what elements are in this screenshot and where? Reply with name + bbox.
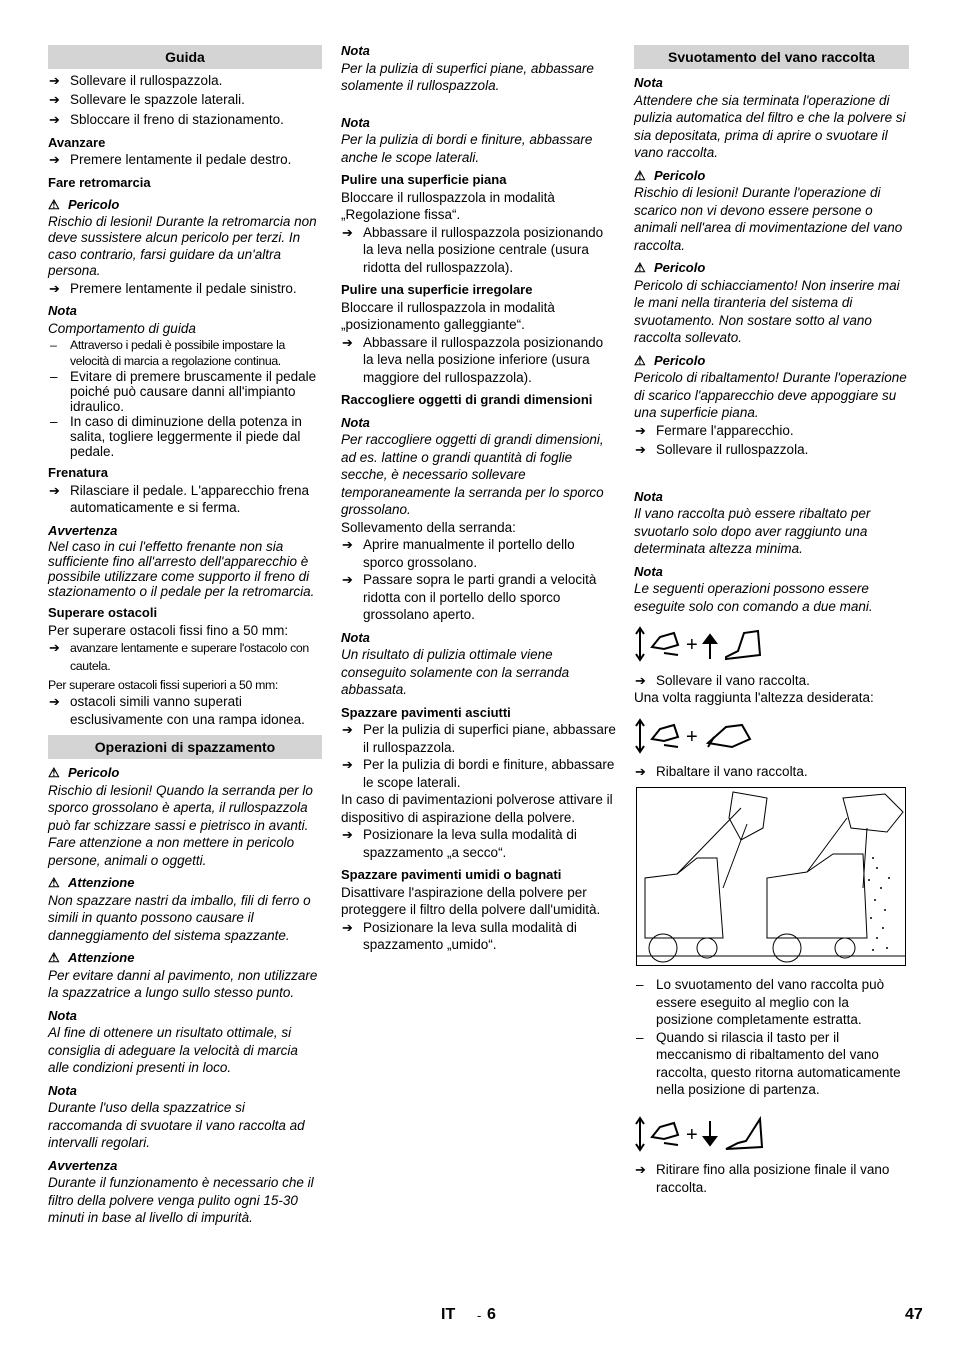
- warning-text: Durante il funzionamento è necessario che il filtro della polvere venga pulito ogni 15-30 minuti in base al livello di impurità.: [48, 1175, 314, 1225]
- warning-icon: ⚠: [48, 197, 60, 212]
- paragraph: Una volta raggiunta l'altezza desiderata:: [634, 690, 874, 705]
- note-label: Nota: [634, 563, 663, 579]
- list-item: ➔ Posizionare la leva sulla modalità di spazzamento „a secco“.: [341, 826, 617, 861]
- note-text: Per la pulizia di bordi e finiture, abbassare anche le scope laterali.: [341, 132, 593, 165]
- column-2: [341, 42, 617, 954]
- paragraph: Per superare ostacoli fissi fino a 50 mm:: [48, 622, 289, 638]
- list-item: ➔ Premere lentamente il pedale destro.: [48, 151, 322, 169]
- paragraph: Bloccare il rullospazzola in modalità „Regolazione fissa“.: [341, 189, 555, 222]
- note-label: Nota: [48, 303, 77, 318]
- list-item: ➔ Per la pulizia di bordi e finiture, abbassare le scope laterali.: [341, 756, 617, 791]
- dash-item: – In caso di diminuzione della potenza in salita, togliere leggermente il piede dal pedale.: [48, 414, 322, 459]
- warning-icon: ⚠: [634, 260, 646, 275]
- danger-text: Pericolo di ribaltamento! Durante l'operazione di scarico l'apparecchio deve appoggiare su una superficie piana.: [634, 370, 907, 420]
- danger-text: Rischio di lesioni! Quando la serranda per lo sporco grossolano è aperta, il rullospazzola può far schizzare sassi e pietrisco in avanti. Fare attenzione a non mettere in pericolo persone, animali o oggetti.: [48, 782, 313, 868]
- dash-item: – Quando si rilascia il tasto per il meccanismo di ribaltamento del vano raccolta, questo ritorna automaticamente nella posizione di partenza.: [634, 1029, 909, 1099]
- list-item: ➔ Passare sopra le parti grandi a velocità ridotta con il portello dello sporco grossolano aperto.: [341, 571, 617, 624]
- note-label: Nota: [48, 1082, 77, 1098]
- paragraph: Sollevamento della serranda:: [341, 519, 516, 535]
- footer-separator: -: [477, 1308, 482, 1323]
- section-title-operazioni: Operazioni di spazzamento: [48, 735, 322, 759]
- list-item: ➔ Posizionare la leva sulla modalità di spazzamento „umido“.: [341, 919, 617, 954]
- warning-label: Avvertenza: [48, 1157, 118, 1173]
- note-label: Nota: [341, 114, 370, 130]
- warning-icon: ⚠: [48, 875, 60, 890]
- note-label: Nota: [48, 1007, 77, 1023]
- warning-icon: ⚠: [634, 352, 646, 368]
- list-item: ➔ Aprire manualmente il portello dello sporco grossolano.: [341, 536, 617, 571]
- note-text: Attendere che sia terminata l'operazione di pulizia automatica del filtro e che la polvere si sia depositata, prima di aprire o svuotare il vano raccolta.: [634, 92, 906, 160]
- dash-item: – Lo svuotamento del vano raccolta può essere eseguito al meglio con la posizione completamente estratta.: [634, 976, 909, 1029]
- list-item: ➔ Ritirare fino alla posizione finale il vano raccolta.: [634, 1161, 909, 1196]
- note-text: Al fine di ottenere un risultato ottimale, si consiglia di adeguare la velocità di marcia alle condizioni presenti in loco.: [48, 1025, 298, 1075]
- danger-text: Pericolo di schiacciamento! Non inserire mai le mani nella tiranteria del sistema di svuotamento. Non sostare sotto al vano raccolta sollevato.: [634, 277, 900, 345]
- two-hand-control-tilt-icon: [634, 717, 774, 755]
- danger-text: Rischio di lesioni! Durante l'operazione di scarico non vi devono essere persone o animali nell'area di movimentazione del vano raccolta.: [634, 185, 903, 253]
- list-item: ➔ Per la pulizia di superfici piane, abbassare il rullospazzola.: [341, 721, 617, 756]
- list-item: ➔ Rilasciare il pedale. L'apparecchio frena automaticamente e si ferma.: [48, 482, 322, 517]
- subtitle-piana: Pulire una superficie piana: [341, 172, 507, 187]
- list-item: ➔ Abbassare il rullospazzola posizionando la leva nella posizione centrale (usura ridotta del rullospazzola).: [341, 224, 617, 277]
- subtitle-ostacoli: Superare ostacoli: [48, 605, 158, 620]
- list-item: ➔ Sbloccare il freno di stazionamento.: [48, 111, 322, 129]
- note-text: Le seguenti operazioni possono essere eseguite solo con comando a due mani.: [634, 581, 873, 614]
- section-title-guida: Guida: [48, 45, 322, 69]
- column-3: [634, 42, 909, 1196]
- danger-label: ⚠ Pericolo: [634, 352, 706, 368]
- two-hand-control-lower-icon: [634, 1115, 774, 1153]
- footer-language: IT: [441, 1306, 456, 1323]
- paragraph: Per superare ostacoli fissi superiori a 50 mm:: [48, 678, 278, 692]
- list-item: ➔ Ribaltare il vano raccolta.: [634, 763, 909, 781]
- section-title-svuotamento: Svuotamento del vano raccolta: [634, 45, 909, 69]
- danger-text: Rischio di lesioni! Durante la retromarcia non deve sussistere alcun pericolo per terzi. In caso contrario, farsi guidare da un'altra persona.: [48, 213, 317, 278]
- list-item: ➔ Sollevare il rullospazzola.: [48, 72, 322, 90]
- note-text: Comportamento di guida: [48, 320, 196, 336]
- note-text: Un risultato di pulizia ottimale viene conseguito solamente con la serranda abbassata.: [341, 647, 570, 697]
- warning-text: Nel caso in cui l'effetto frenante non sia sufficiente fino all'arresto dell'apparecchio è possibile utilizzare come supporto il freno di stazionamento o il pedale per la retromarcia.: [48, 539, 315, 599]
- column-1: [48, 42, 322, 1227]
- list-item: ➔ Sollevare le spazzole laterali.: [48, 91, 322, 109]
- note-text: Per raccogliere oggetti di grandi dimensioni, ad es. lattine o grandi quantità di foglie secche, è necessario sollevare temporaneamente la serranda per lo sporco grossolano.: [341, 432, 604, 517]
- note-label: Nota: [341, 629, 370, 645]
- list-item: ➔ Fermare l'apparecchio.: [634, 422, 909, 440]
- note-label: Nota: [634, 75, 663, 90]
- list-item: ➔ Sollevare il rullospazzola.: [634, 441, 909, 459]
- subtitle-avanzare: Avanzare: [48, 134, 106, 150]
- danger-label: ⚠ Pericolo: [634, 167, 706, 183]
- two-hand-control-lift-icon: [634, 625, 774, 663]
- list-item: ➔ Abbassare il rullospazzola posizionando la leva nella posizione inferiore (usura maggiore del rullospazzola).: [341, 334, 617, 387]
- sweeper-dumping-illustration: [636, 787, 906, 966]
- paragraph: In caso di pavimentazioni polverose attivare il dispositivo di aspirazione della polvere.: [341, 792, 613, 825]
- caution-label: ⚠ Attenzione: [48, 875, 135, 890]
- danger-label: ⚠ Pericolo: [48, 765, 120, 780]
- note-text: Durante l'uso della spazzatrice si raccomanda di svuotare il vano raccolta ad intervalli regolari.: [48, 1100, 305, 1150]
- subtitle-asciutti: Spazzare pavimenti asciutti: [341, 704, 511, 720]
- subtitle-umidi: Spazzare pavimenti umidi o bagnati: [341, 867, 562, 882]
- warning-icon: ⚠: [48, 950, 60, 965]
- danger-label: ⚠ Pericolo: [48, 197, 120, 212]
- note-label: Nota: [634, 488, 663, 504]
- subtitle-frenatura: Frenatura: [48, 465, 108, 480]
- danger-label: ⚠ Pericolo: [634, 260, 706, 275]
- list-item: ➔ ostacoli simili vanno superati esclusivamente con una rampa idonea.: [48, 693, 322, 728]
- note-label: Nota: [341, 414, 370, 430]
- subtitle-irregolare: Pulire una superficie irregolare: [341, 282, 533, 297]
- caution-text: Per evitare danni al pavimento, non utilizzare la spazzatrice a lungo sullo stesso punto.: [48, 967, 318, 1000]
- warning-label: Avvertenza: [48, 522, 118, 538]
- page-number: 47: [905, 1306, 923, 1323]
- caution-label: ⚠ Attenzione: [48, 950, 135, 965]
- subtitle-retromarcia: Fare retromarcia: [48, 174, 151, 190]
- note-label: Nota: [341, 43, 370, 58]
- svg-text:+: +: [686, 634, 698, 656]
- svg-text:+: +: [686, 1123, 698, 1146]
- paragraph: Disattivare l'aspirazione della polvere per proteggere il filtro della polvere dall'umidità.: [341, 884, 601, 917]
- dash-item: – Attraverso i pedali è possibile impostare la velocità di marcia a regolazione continua.: [48, 337, 322, 369]
- paragraph: Bloccare il rullospazzola in modalità „posizionamento galleggiante“.: [341, 299, 555, 332]
- footer-section-page: 6: [487, 1306, 496, 1323]
- svg-text:+: +: [686, 725, 698, 748]
- list-item: ➔ Sollevare il vano raccolta.: [634, 672, 909, 690]
- subtitle-grandi: Raccogliere oggetti di grandi dimensioni: [341, 392, 593, 407]
- warning-icon: ⚠: [634, 167, 646, 183]
- list-item: ➔ Premere lentamente il pedale sinistro.: [48, 280, 322, 298]
- dash-item: – Evitare di premere bruscamente il pedale poiché può causare danni all'impianto idraulico.: [48, 369, 322, 414]
- note-text: Per la pulizia di superfici piane, abbassare solamente il rullospazzola.: [341, 60, 594, 93]
- list-item: ➔ avanzare lentamente e superare l'ostacolo con cautela.: [48, 639, 322, 675]
- caution-text: Non spazzare nastri da imballo, fili di ferro o simili in quanto possono causare il danneggiamento del sistema spazzante.: [48, 892, 311, 943]
- note-text: Il vano raccolta può essere ribaltato per svuotarlo solo dopo aver raggiunto una determinata altezza minima.: [634, 506, 871, 556]
- warning-icon: ⚠: [48, 765, 60, 780]
